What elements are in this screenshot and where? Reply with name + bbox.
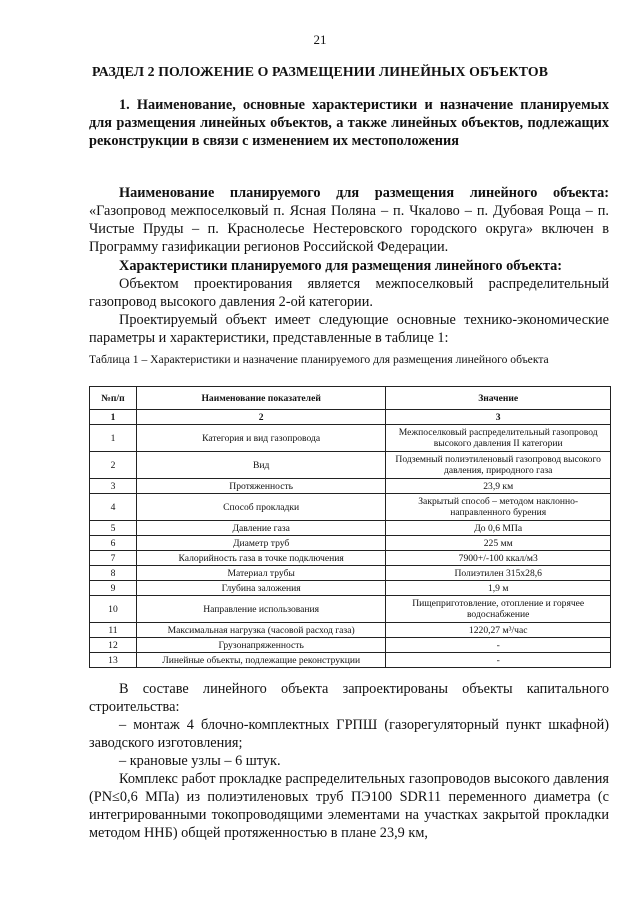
row-number: 10 [90,596,137,623]
row-value: До 0,6 МПа [386,521,611,536]
row-name: Материал трубы [136,566,385,581]
row-number: 5 [90,521,137,536]
table-row [90,479,611,494]
row-name: Грузонапряженность [136,638,385,653]
row-number: 13 [90,653,137,668]
row-value: Пищеприготовление, отопление и горячее водоснабжение [386,596,611,623]
row-value: - [386,638,611,653]
row-name: Давление газа [136,521,385,536]
column-number: 1 [90,410,137,425]
table-row [90,638,611,653]
parameters-text: Проектируемый объект имеет следующие основные технико-экономические параметры и характеристики, представленные в таблице 1: [89,312,609,346]
column-number: 3 [386,410,611,425]
characteristics-text: Объектом проектирования является межпоселковый распределительный газопровод высокого давления 2-ой категории. [89,276,609,310]
table-row [90,521,611,536]
header-value: Значение [386,387,611,410]
row-value: 225 мм [386,536,611,551]
table-row [90,494,611,521]
row-name: Калорийность газа в точке подключения [136,551,385,566]
table-row [90,536,611,551]
table-row [90,566,611,581]
row-name: Глубина заложения [136,581,385,596]
table-row [90,425,611,452]
row-name: Способ прокладки [136,494,385,521]
table-caption: Таблица 1 – Характеристики и назначение планируемого для размещения линейного объекта [89,353,549,366]
bullet-valve-nodes: – крановые узлы – 6 штук. [119,753,281,769]
row-value: Закрытый способ – методом наклонно-направленного бурения [386,494,611,521]
table-row [90,596,611,623]
subsection-heading: 1. Наименование, основные характеристики и назначение планируемых для размещения линейных объектов, а также линейных объектов, подлежащих реконструкции в связи с изменением их местоположения [89,97,609,149]
characteristics-label: Характеристики планируемого для размещения линейного объекта: [119,258,563,274]
row-number: 7 [90,551,137,566]
header-name: Наименование показателей [136,387,385,410]
row-value: Полиэтилен 315х28,6 [386,566,611,581]
table-row [90,581,611,596]
row-number: 11 [90,623,137,638]
row-value: Межпоселковый распределительный газопровод высокого давления II категории [386,425,611,452]
header-number: №п/п [90,387,137,410]
row-number: 6 [90,536,137,551]
row-value: 7900+/-100 ккал/м3 [386,551,611,566]
row-name: Протяженность [136,479,385,494]
row-value: 1,9 м [386,581,611,596]
section-title: РАЗДЕЛ 2 ПОЛОЖЕНИЕ О РАЗМЕЩЕНИИ ЛИНЕЙНЫХ ОБЪЕКТОВ [92,64,548,79]
table-row [90,653,611,668]
table-header-row [90,387,611,410]
row-number: 12 [90,638,137,653]
row-number: 9 [90,581,137,596]
row-number: 4 [90,494,137,521]
table-row [90,623,611,638]
row-number: 2 [90,452,137,479]
composition-text: В составе линейного объекта запроектированы объекты капитального строительства: [89,681,609,715]
row-number: 1 [90,425,137,452]
row-name: Категория и вид газопровода [136,425,385,452]
name-text: «Газопровод межпоселковый п. Ясная Поляна – п. Чкалово – п. Дубовая Роща – п. Чистые Пруды – п. Краснолесье Нестеровского городского округа» включен в Программу газификации регионов Российской Федерации. [89,203,609,255]
row-number: 8 [90,566,137,581]
row-name: Максимальная нагрузка (часовой расход газа) [136,623,385,638]
name-label: Наименование планируемого для размещения линейного объекта: [119,185,609,201]
row-value: 23,9 км [386,479,611,494]
row-value: 1220,27 м³/час [386,623,611,638]
table-row [90,551,611,566]
row-name: Направление использования [136,596,385,623]
table-row [90,452,611,479]
row-value: Подземный полиэтиленовый газопровод высокого давления, природного газа [386,452,611,479]
characteristics-table [89,386,611,668]
column-number: 2 [136,410,385,425]
page-number: 21 [313,32,327,47]
name-paragraph [89,184,609,256]
bullet-gras-units: – монтаж 4 блочно-комплектных ГРПШ (газорегуляторный пункт шкафной) заводского изготовления; [89,717,609,751]
works-text: Комплекс работ прокладке распределительных газопроводов высокого давления (PN≤0,6 МПа) из полиэтиленовых труб ПЭ100 SDR11 переменного диаметра (с интегрированными токопроводящими элементами на участках закрытой прокладки методом ННБ) общей протяженностью в плане 23,9 км, [89,771,609,841]
row-value: - [386,653,611,668]
row-name: Вид [136,452,385,479]
row-name: Диаметр труб [136,536,385,551]
row-number: 3 [90,479,137,494]
row-name: Линейные объекты, подлежащие реконструкции [136,653,385,668]
column-number-row [90,410,611,425]
